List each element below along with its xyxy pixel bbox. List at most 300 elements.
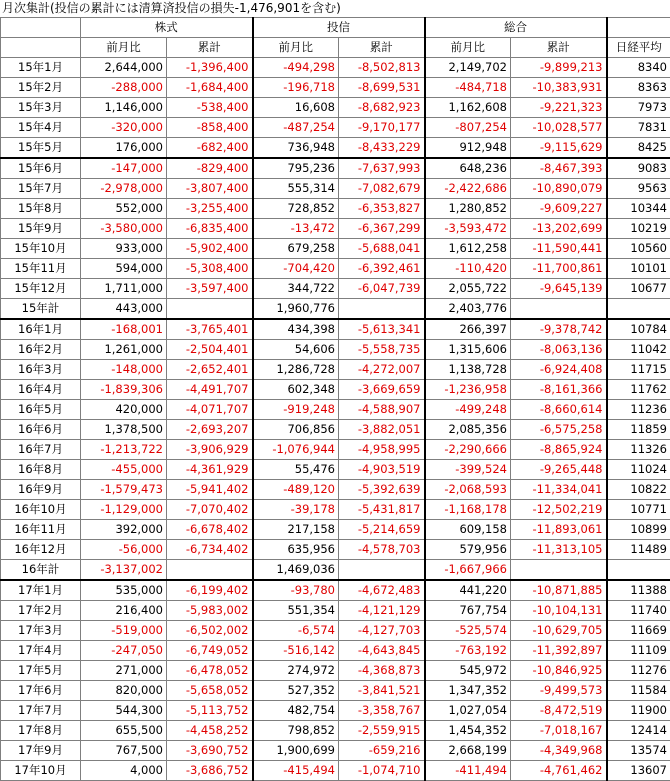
row-label: 15年6月 xyxy=(1,158,81,179)
stock-cum-cell: -1,684,400 xyxy=(167,78,253,98)
stock-mom-cell: 544,300 xyxy=(81,701,167,721)
stock-mom-cell: 420,000 xyxy=(81,400,167,420)
total-cum-cell: -7,018,167 xyxy=(511,721,607,741)
total-cum-cell xyxy=(511,299,607,320)
row-label: 16年計 xyxy=(1,560,81,581)
row-label: 15年10月 xyxy=(1,239,81,259)
table-row xyxy=(1,340,670,360)
total-cum-cell: -9,378,742 xyxy=(511,319,607,340)
fund-cum-cell: -3,669,659 xyxy=(339,380,425,400)
fund-mom-cell: 16,608 xyxy=(253,98,339,118)
total-cum-cell: -8,472,519 xyxy=(511,701,607,721)
fund-cum-cell: -5,214,659 xyxy=(339,520,425,540)
nikkei-cell: 9563 xyxy=(607,179,670,199)
nikkei-cell: 7973 xyxy=(607,98,670,118)
nikkei-cell: 11109 xyxy=(607,641,670,661)
group-header-row xyxy=(1,18,670,38)
stock-mom-cell: 933,000 xyxy=(81,239,167,259)
row-label: 15年9月 xyxy=(1,219,81,239)
fund-cum-cell: -5,558,735 xyxy=(339,340,425,360)
row-label: 17年2月 xyxy=(1,601,81,621)
row-label: 15年5月 xyxy=(1,138,81,159)
stock-mom-cell: 4,000 xyxy=(81,761,167,781)
row-label: 16年4月 xyxy=(1,380,81,400)
total-cum-cell: -10,871,885 xyxy=(511,580,607,601)
stock-mom-cell: 655,500 xyxy=(81,721,167,741)
table-row xyxy=(1,360,670,380)
fund-cum-cell: -8,433,229 xyxy=(339,138,425,159)
nikkei-cell: 13607 xyxy=(607,761,670,781)
fund-cum-cell: -8,502,813 xyxy=(339,58,425,78)
total-mom-cell: 1,162,608 xyxy=(425,98,511,118)
fund-mom-cell: 217,158 xyxy=(253,520,339,540)
row-label: 16年2月 xyxy=(1,340,81,360)
total-cum-cell: -10,104,131 xyxy=(511,601,607,621)
fund-cum-cell: -6,392,461 xyxy=(339,259,425,279)
total-mom-cell: 1,280,852 xyxy=(425,199,511,219)
fund-mom-cell: -196,718 xyxy=(253,78,339,98)
fund-cum-cell: -8,699,531 xyxy=(339,78,425,98)
fund-mom-cell: -494,298 xyxy=(253,58,339,78)
table-row xyxy=(1,681,670,701)
row-label: 17年4月 xyxy=(1,641,81,661)
total-mom-cell: 579,956 xyxy=(425,540,511,560)
nikkei-cell xyxy=(607,299,670,320)
total-cum-cell: -9,899,213 xyxy=(511,58,607,78)
nikkei-cell: 9083 xyxy=(607,158,670,179)
table-row xyxy=(1,279,670,299)
fund-mom-header: 前月比 xyxy=(253,38,339,58)
total-mom-cell: 648,236 xyxy=(425,158,511,179)
fund-cum-cell: -8,682,923 xyxy=(339,98,425,118)
table-row xyxy=(1,641,670,661)
stock-mom-cell: -148,000 xyxy=(81,360,167,380)
row-label: 17年6月 xyxy=(1,681,81,701)
total-mom-cell: -1,236,958 xyxy=(425,380,511,400)
nikkei-cell: 10899 xyxy=(607,520,670,540)
fund-mom-cell: 602,348 xyxy=(253,380,339,400)
total-cum-cell: -9,499,573 xyxy=(511,681,607,701)
stock-mom-cell: -455,000 xyxy=(81,460,167,480)
fund-cum-cell xyxy=(339,560,425,581)
nikkei-cell: 11900 xyxy=(607,701,670,721)
row-label: 15年計 xyxy=(1,299,81,320)
table-row xyxy=(1,420,670,440)
stock-cum-cell: -4,491,707 xyxy=(167,380,253,400)
nikkei-cell: 10560 xyxy=(607,239,670,259)
fund-mom-cell: -919,248 xyxy=(253,400,339,420)
total-cum-cell xyxy=(511,560,607,581)
fund-mom-cell: -415,494 xyxy=(253,761,339,781)
total-mom-cell: -763,192 xyxy=(425,641,511,661)
fund-cum-cell: -4,578,703 xyxy=(339,540,425,560)
stock-cum-cell: -6,749,052 xyxy=(167,641,253,661)
total-mom-cell: 1,027,054 xyxy=(425,701,511,721)
stock-cum-cell: -5,308,400 xyxy=(167,259,253,279)
row-label: 15年8月 xyxy=(1,199,81,219)
group-header-total: 総合 xyxy=(425,18,607,38)
stock-cum-cell: -6,502,002 xyxy=(167,621,253,641)
stock-mom-cell: 767,500 xyxy=(81,741,167,761)
total-cum-cell: -11,700,861 xyxy=(511,259,607,279)
stock-cum-cell: -6,199,402 xyxy=(167,580,253,601)
nikkei-cell xyxy=(607,560,670,581)
fund-mom-cell: -6,574 xyxy=(253,621,339,641)
total-cum-cell: -9,645,139 xyxy=(511,279,607,299)
table-row xyxy=(1,580,670,601)
total-cum-cell: -8,161,366 xyxy=(511,380,607,400)
nikkei-cell: 11669 xyxy=(607,621,670,641)
stock-mom-cell: 1,261,000 xyxy=(81,340,167,360)
nikkei-cell: 11584 xyxy=(607,681,670,701)
stock-mom-cell: -56,000 xyxy=(81,540,167,560)
table-row xyxy=(1,480,670,500)
stock-cum-cell xyxy=(167,299,253,320)
fund-mom-cell: -39,178 xyxy=(253,500,339,520)
table-row xyxy=(1,701,670,721)
stock-mom-cell: -168,001 xyxy=(81,319,167,340)
table-row xyxy=(1,179,670,199)
page-title: 月次集計(投信の累計には清算済投信の損失-1,476,901を含む) xyxy=(0,0,670,17)
total-mom-cell: -484,718 xyxy=(425,78,511,98)
stock-mom-cell: -3,137,002 xyxy=(81,560,167,581)
fund-cum-cell: -4,672,483 xyxy=(339,580,425,601)
fund-mom-cell: -489,120 xyxy=(253,480,339,500)
stock-mom-cell: 176,000 xyxy=(81,138,167,159)
row-label: 15年7月 xyxy=(1,179,81,199)
fund-mom-cell: -516,142 xyxy=(253,641,339,661)
nikkei-cell: 11715 xyxy=(607,360,670,380)
table-row xyxy=(1,259,670,279)
row-label: 16年12月 xyxy=(1,540,81,560)
row-label: 16年3月 xyxy=(1,360,81,380)
total-mom-cell: 545,972 xyxy=(425,661,511,681)
nikkei-header: 日経平均 xyxy=(607,38,670,58)
stock-mom-cell: -1,579,473 xyxy=(81,480,167,500)
stock-mom-header: 前月比 xyxy=(81,38,167,58)
nikkei-cell: 10344 xyxy=(607,199,670,219)
fund-cum-cell: -6,047,739 xyxy=(339,279,425,299)
fund-cum-cell: -6,353,827 xyxy=(339,199,425,219)
nikkei-cell: 10677 xyxy=(607,279,670,299)
table-row xyxy=(1,118,670,138)
nikkei-cell: 8340 xyxy=(607,58,670,78)
sub-header-row xyxy=(1,38,670,58)
nikkei-cell: 11236 xyxy=(607,400,670,420)
fund-mom-cell: 1,960,776 xyxy=(253,299,339,320)
stock-cum-cell: -858,400 xyxy=(167,118,253,138)
total-mom-cell: 1,138,728 xyxy=(425,360,511,380)
fund-cum-cell: -4,368,873 xyxy=(339,661,425,681)
stock-mom-cell: 271,000 xyxy=(81,661,167,681)
stock-cum-cell: -5,113,752 xyxy=(167,701,253,721)
nikkei-cell: 10101 xyxy=(607,259,670,279)
fund-cum-cell: -9,170,177 xyxy=(339,118,425,138)
row-label: 16年5月 xyxy=(1,400,81,420)
stock-mom-cell: 392,000 xyxy=(81,520,167,540)
table-body xyxy=(1,58,670,781)
total-mom-cell: 767,754 xyxy=(425,601,511,621)
stock-mom-cell: -3,580,000 xyxy=(81,219,167,239)
total-mom-cell: -525,574 xyxy=(425,621,511,641)
stock-cum-cell: -6,678,402 xyxy=(167,520,253,540)
nikkei-cell: 11489 xyxy=(607,540,670,560)
stock-mom-cell: 443,000 xyxy=(81,299,167,320)
fund-cum-cell xyxy=(339,299,425,320)
nikkei-cell: 11762 xyxy=(607,380,670,400)
fund-cum-cell: -4,588,907 xyxy=(339,400,425,420)
yearly-total-row xyxy=(1,299,670,320)
stock-cum-cell: -3,686,752 xyxy=(167,761,253,781)
table-row xyxy=(1,721,670,741)
total-cum-cell: -6,924,408 xyxy=(511,360,607,380)
stock-cum-cell: -6,478,052 xyxy=(167,661,253,681)
total-cum-cell: -13,202,699 xyxy=(511,219,607,239)
fund-cum-cell: -4,958,995 xyxy=(339,440,425,460)
fund-cum-cell: -1,074,710 xyxy=(339,761,425,781)
total-mom-cell: -3,593,472 xyxy=(425,219,511,239)
table-row xyxy=(1,621,670,641)
nikkei-cell: 12414 xyxy=(607,721,670,741)
fund-mom-cell: 635,956 xyxy=(253,540,339,560)
total-mom-cell: -1,667,966 xyxy=(425,560,511,581)
total-mom-header: 前月比 xyxy=(425,38,511,58)
row-label: 15年2月 xyxy=(1,78,81,98)
total-mom-cell: -2,068,593 xyxy=(425,480,511,500)
total-cum-cell: -8,660,614 xyxy=(511,400,607,420)
nikkei-cell: 11276 xyxy=(607,661,670,681)
fund-mom-cell: 274,972 xyxy=(253,661,339,681)
row-label: 15年1月 xyxy=(1,58,81,78)
total-mom-cell: 2,149,702 xyxy=(425,58,511,78)
stock-cum-cell: -5,902,400 xyxy=(167,239,253,259)
total-mom-cell: -2,290,666 xyxy=(425,440,511,460)
fund-cum-cell: -5,613,341 xyxy=(339,319,425,340)
nikkei-cell: 13574 xyxy=(607,741,670,761)
fund-mom-cell: 798,852 xyxy=(253,721,339,741)
fund-mom-cell: 55,476 xyxy=(253,460,339,480)
stock-mom-cell: 2,644,000 xyxy=(81,58,167,78)
row-label: 16年9月 xyxy=(1,480,81,500)
fund-mom-cell: 555,314 xyxy=(253,179,339,199)
stock-mom-cell: -1,129,000 xyxy=(81,500,167,520)
total-mom-cell: -807,254 xyxy=(425,118,511,138)
table-row xyxy=(1,98,670,118)
fund-mom-cell: 795,236 xyxy=(253,158,339,179)
total-cum-header: 累計 xyxy=(511,38,607,58)
fund-cum-cell: -4,272,007 xyxy=(339,360,425,380)
stock-mom-cell: 1,378,500 xyxy=(81,420,167,440)
nikkei-cell: 8425 xyxy=(607,138,670,159)
total-mom-cell: -110,420 xyxy=(425,259,511,279)
fund-mom-cell: 434,398 xyxy=(253,319,339,340)
row-label: 17年8月 xyxy=(1,721,81,741)
stock-cum-cell: -5,658,052 xyxy=(167,681,253,701)
nikkei-group-cell xyxy=(607,18,670,38)
stock-cum-header: 累計 xyxy=(167,38,253,58)
fund-mom-cell: 1,469,036 xyxy=(253,560,339,581)
total-cum-cell: -10,890,079 xyxy=(511,179,607,199)
nikkei-cell: 11326 xyxy=(607,440,670,460)
stock-cum-cell: -2,693,207 xyxy=(167,420,253,440)
group-header-fund: 投信 xyxy=(253,18,425,38)
total-mom-cell: -399,524 xyxy=(425,460,511,480)
stock-cum-cell: -5,941,402 xyxy=(167,480,253,500)
total-cum-cell: -9,265,448 xyxy=(511,460,607,480)
stock-mom-cell: 216,400 xyxy=(81,601,167,621)
total-cum-cell: -9,221,323 xyxy=(511,98,607,118)
nikkei-cell: 10822 xyxy=(607,480,670,500)
row-label: 15年11月 xyxy=(1,259,81,279)
fund-cum-cell: -3,358,767 xyxy=(339,701,425,721)
fund-mom-cell: -704,420 xyxy=(253,259,339,279)
fund-mom-cell: 527,352 xyxy=(253,681,339,701)
stock-mom-cell: -1,213,722 xyxy=(81,440,167,460)
row-label: 17年5月 xyxy=(1,661,81,681)
row-label: 16年6月 xyxy=(1,420,81,440)
fund-mom-cell: -487,254 xyxy=(253,118,339,138)
table-row xyxy=(1,199,670,219)
row-label: 17年7月 xyxy=(1,701,81,721)
table-row xyxy=(1,380,670,400)
total-mom-cell: 2,055,722 xyxy=(425,279,511,299)
total-mom-cell: 2,668,199 xyxy=(425,741,511,761)
stock-cum-cell: -1,396,400 xyxy=(167,58,253,78)
total-mom-cell: -1,168,178 xyxy=(425,500,511,520)
total-mom-cell: 2,403,776 xyxy=(425,299,511,320)
fund-cum-cell: -5,431,817 xyxy=(339,500,425,520)
row-label: 16年8月 xyxy=(1,460,81,480)
total-cum-cell: -10,629,705 xyxy=(511,621,607,641)
stock-cum-cell: -3,765,401 xyxy=(167,319,253,340)
total-cum-cell: -11,893,061 xyxy=(511,520,607,540)
table-row xyxy=(1,741,670,761)
row-label: 17年10月 xyxy=(1,761,81,781)
table-row xyxy=(1,460,670,480)
fund-cum-cell: -4,121,129 xyxy=(339,601,425,621)
stock-mom-cell: -247,050 xyxy=(81,641,167,661)
row-label: 17年9月 xyxy=(1,741,81,761)
total-cum-cell: -8,865,924 xyxy=(511,440,607,460)
table-row xyxy=(1,400,670,420)
total-mom-cell: 1,612,258 xyxy=(425,239,511,259)
table-row xyxy=(1,661,670,681)
stock-mom-cell: 820,000 xyxy=(81,681,167,701)
total-cum-cell: -11,392,897 xyxy=(511,641,607,661)
row-label: 15年3月 xyxy=(1,98,81,118)
total-mom-cell: 1,347,352 xyxy=(425,681,511,701)
table-row xyxy=(1,58,670,78)
total-cum-cell: -10,383,931 xyxy=(511,78,607,98)
row-label: 16年1月 xyxy=(1,319,81,340)
fund-cum-cell: -4,903,519 xyxy=(339,460,425,480)
nikkei-cell: 10219 xyxy=(607,219,670,239)
total-cum-cell: -6,575,258 xyxy=(511,420,607,440)
stock-mom-cell: 535,000 xyxy=(81,580,167,601)
table-row xyxy=(1,540,670,560)
stock-cum-cell: -2,652,401 xyxy=(167,360,253,380)
stock-cum-cell: -538,400 xyxy=(167,98,253,118)
stock-cum-cell: -3,690,752 xyxy=(167,741,253,761)
fund-mom-cell: 1,286,728 xyxy=(253,360,339,380)
table-row xyxy=(1,761,670,781)
stock-mom-cell: -2,978,000 xyxy=(81,179,167,199)
total-cum-cell: -11,590,441 xyxy=(511,239,607,259)
group-header-stock: 株式 xyxy=(81,18,253,38)
fund-mom-cell: 344,722 xyxy=(253,279,339,299)
table-row xyxy=(1,78,670,98)
total-mom-cell: 2,085,356 xyxy=(425,420,511,440)
fund-mom-cell: 706,856 xyxy=(253,420,339,440)
total-mom-cell: 609,158 xyxy=(425,520,511,540)
stock-mom-cell: -1,839,306 xyxy=(81,380,167,400)
fund-mom-cell: -1,076,944 xyxy=(253,440,339,460)
fund-mom-cell: 551,354 xyxy=(253,601,339,621)
stock-mom-cell: 552,000 xyxy=(81,199,167,219)
fund-cum-cell: -5,392,639 xyxy=(339,480,425,500)
nikkei-cell: 7831 xyxy=(607,118,670,138)
total-mom-cell: -411,494 xyxy=(425,761,511,781)
stock-mom-cell: -320,000 xyxy=(81,118,167,138)
stock-cum-cell xyxy=(167,560,253,581)
fund-cum-cell: -659,216 xyxy=(339,741,425,761)
fund-cum-cell: -6,367,299 xyxy=(339,219,425,239)
fund-mom-cell: -93,780 xyxy=(253,580,339,601)
total-cum-cell: -10,028,577 xyxy=(511,118,607,138)
row-label: 15年12月 xyxy=(1,279,81,299)
nikkei-cell: 8363 xyxy=(607,78,670,98)
row-label: 16年10月 xyxy=(1,500,81,520)
stock-cum-cell: -6,835,400 xyxy=(167,219,253,239)
row-label: 16年7月 xyxy=(1,440,81,460)
table-row xyxy=(1,319,670,340)
row-label: 16年11月 xyxy=(1,520,81,540)
yearly-total-row xyxy=(1,560,670,581)
corner-cell xyxy=(1,18,81,38)
total-mom-cell: 1,454,352 xyxy=(425,721,511,741)
stock-mom-cell: 1,711,000 xyxy=(81,279,167,299)
table-row xyxy=(1,239,670,259)
nikkei-cell: 10784 xyxy=(607,319,670,340)
total-mom-cell: -499,248 xyxy=(425,400,511,420)
stock-cum-cell: -3,807,400 xyxy=(167,179,253,199)
total-cum-cell: -10,846,925 xyxy=(511,661,607,681)
total-cum-cell: -4,761,462 xyxy=(511,761,607,781)
stock-cum-cell: -682,400 xyxy=(167,138,253,159)
fund-mom-cell: 1,900,699 xyxy=(253,741,339,761)
total-cum-cell: -8,063,136 xyxy=(511,340,607,360)
total-cum-cell: -9,115,629 xyxy=(511,138,607,159)
fund-cum-header: 累計 xyxy=(339,38,425,58)
total-mom-cell: 912,948 xyxy=(425,138,511,159)
fund-mom-cell: 736,948 xyxy=(253,138,339,159)
nikkei-cell: 11024 xyxy=(607,460,670,480)
fund-cum-cell: -7,637,993 xyxy=(339,158,425,179)
total-cum-cell: -11,334,041 xyxy=(511,480,607,500)
row-label: 15年4月 xyxy=(1,118,81,138)
nikkei-cell: 11859 xyxy=(607,420,670,440)
total-cum-cell: -12,502,219 xyxy=(511,500,607,520)
stock-cum-cell: -7,070,402 xyxy=(167,500,253,520)
corner-cell-2 xyxy=(1,38,81,58)
table-row xyxy=(1,520,670,540)
table-row xyxy=(1,500,670,520)
nikkei-cell: 11042 xyxy=(607,340,670,360)
stock-cum-cell: -4,071,707 xyxy=(167,400,253,420)
fund-cum-cell: -2,559,915 xyxy=(339,721,425,741)
fund-cum-cell: -4,127,703 xyxy=(339,621,425,641)
fund-cum-cell: -5,688,041 xyxy=(339,239,425,259)
